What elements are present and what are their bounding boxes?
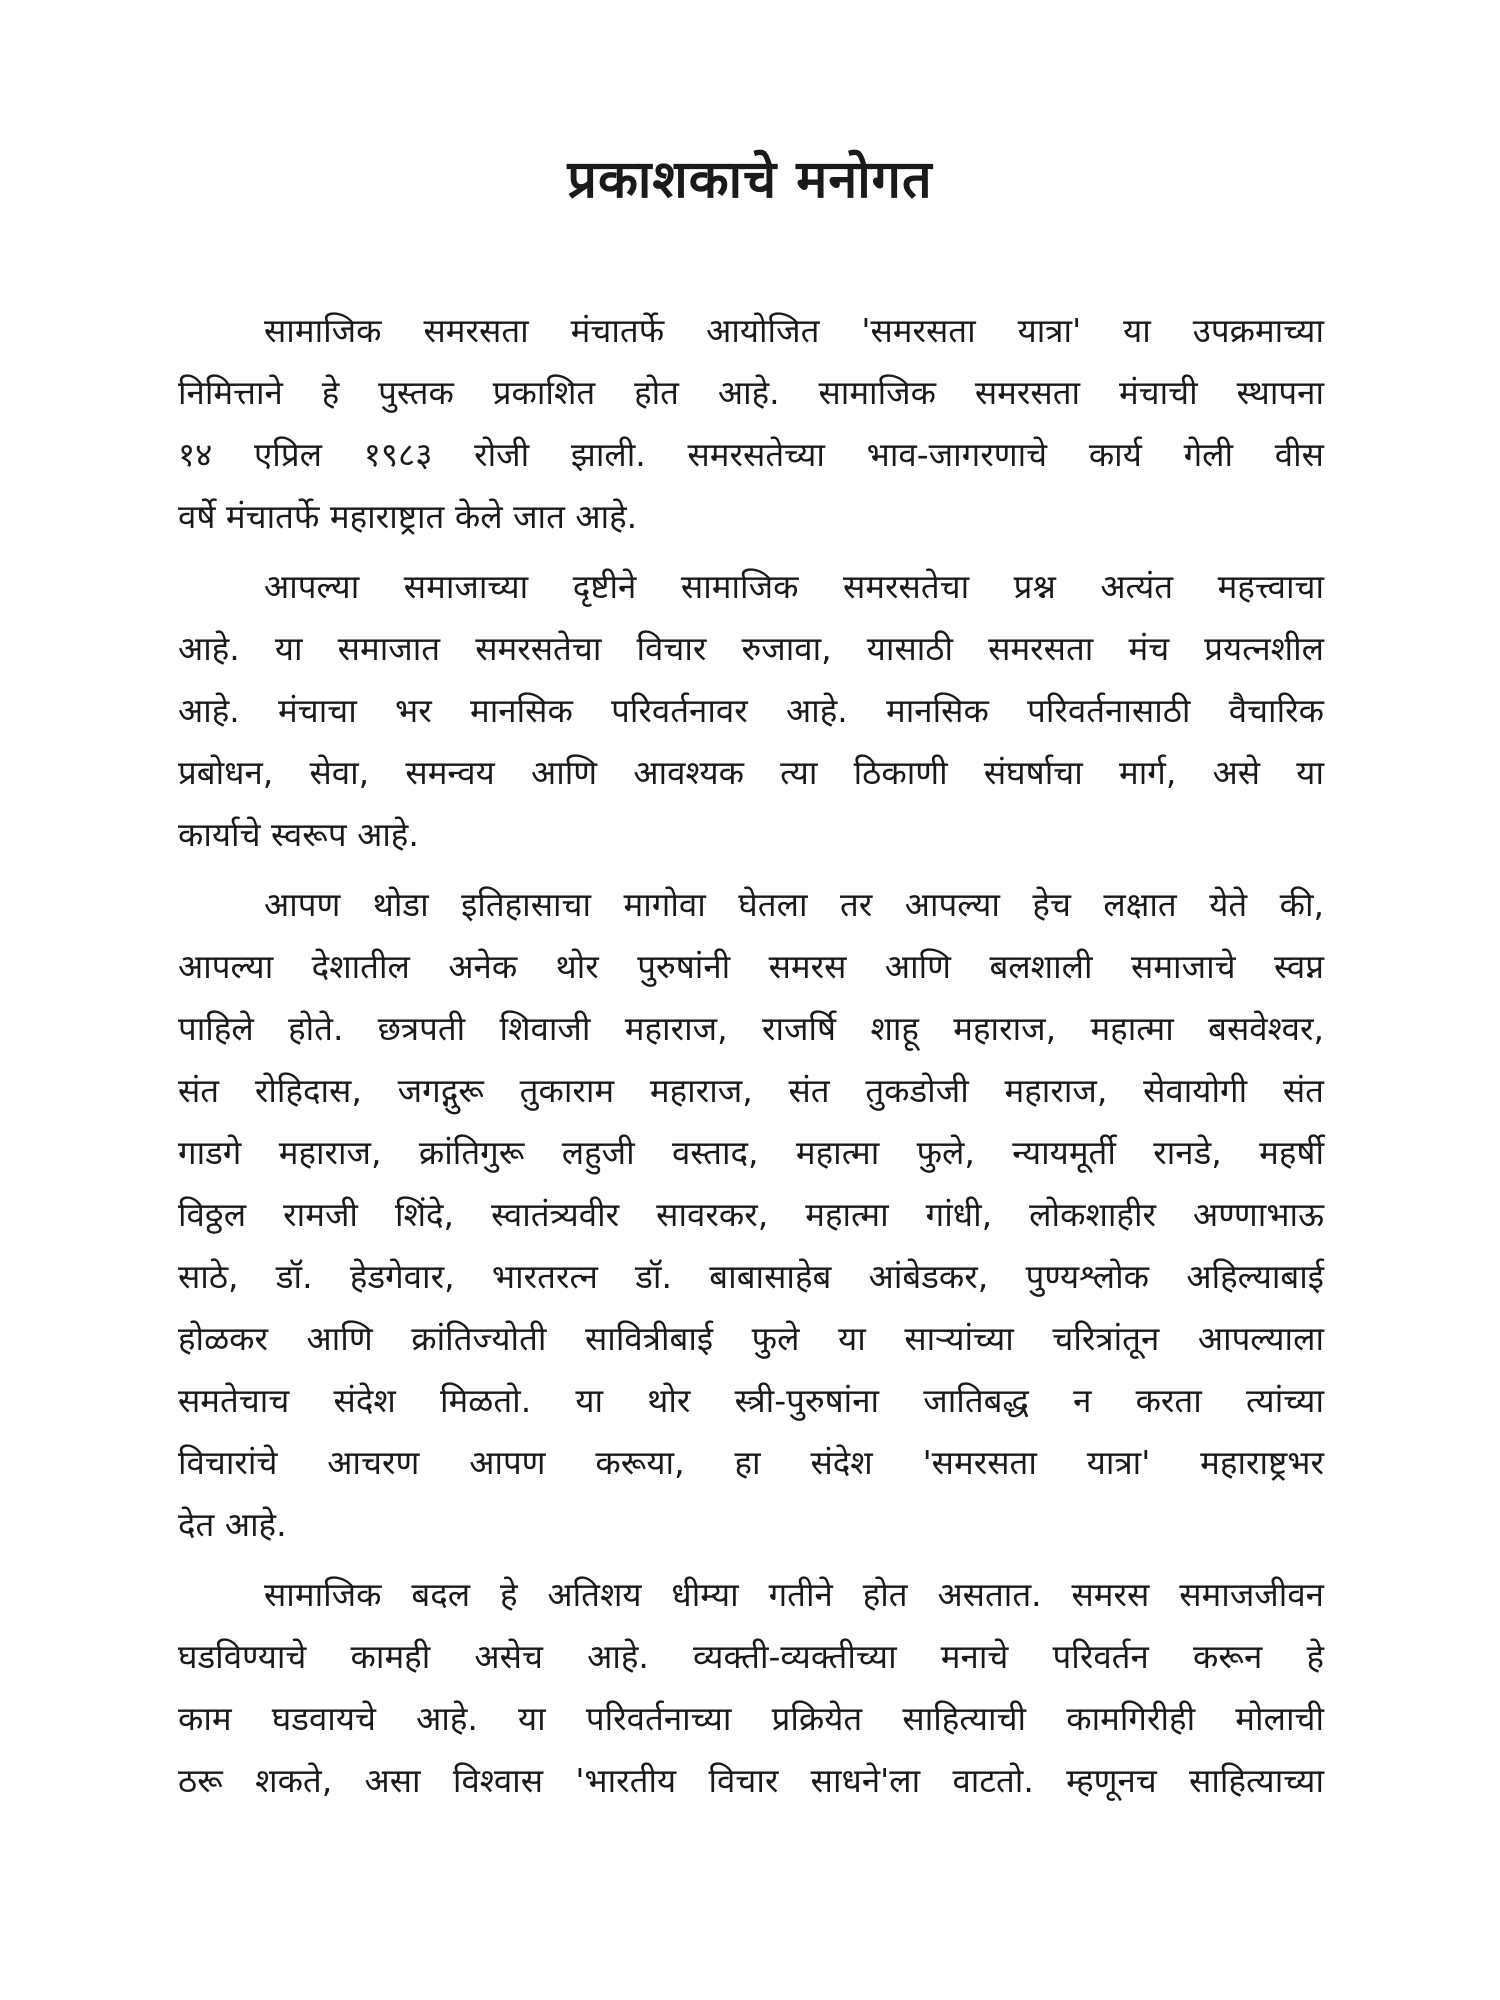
- text-line: आहे. मंचाचा भर मानसिक परिवर्तनावर आहे. मानसिक परिवर्तनासाठी वैचारिक: [178, 691, 1324, 730]
- paragraph-4: [178, 1564, 1324, 1812]
- text-line: घडविण्याचे कामही असेच आहे. व्यक्ती-व्यक्तीच्या मनाचे परिवर्तन करून हे: [178, 1637, 1324, 1676]
- text-line: देत आहे.: [178, 1505, 287, 1544]
- paragraph-3: [178, 874, 1324, 1556]
- text-line: कार्याचे स्वरूप आहे.: [178, 815, 419, 854]
- text-line: आपल्या देशातील अनेक थोर पुरुषांनी समरस आणि बलशाली समाजाचे स्वप्न: [178, 947, 1324, 986]
- text-line: आपल्या समाजाच्या दृष्टीने सामाजिक समरसतेचा प्रश्न अत्यंत महत्त्वाचा: [264, 567, 1324, 606]
- text-line: प्रबोधन, सेवा, समन्वय आणि आवश्यक त्या ठिकाणी संघर्षाचा मार्ग, असे या: [178, 753, 1324, 792]
- text-line: निमित्ताने हे पुस्तक प्रकाशित होत आहे. सामाजिक समरसता मंचाची स्थापना: [178, 373, 1324, 412]
- page-title: प्रकाशकाचे मनोगत: [567, 150, 933, 210]
- text-line: सामाजिक समरसता मंचातर्फे आयोजित 'समरसता यात्रा' या उपक्रमाच्या: [264, 311, 1324, 350]
- text-line: विठ्ठल रामजी शिंदे, स्वातंत्र्यवीर सावरकर, महात्मा गांधी, लोकशाहीर अण्णाभाऊ: [178, 1195, 1324, 1234]
- text-line: काम घडवायचे आहे. या परिवर्तनाच्या प्रक्रियेत साहित्याची कामगिरीही मोलाची: [178, 1699, 1324, 1738]
- text-line: पाहिले होते. छत्रपती शिवाजी महाराज, राजर्षि शाहू महाराज, महात्मा बसवेश्वर,: [178, 1009, 1324, 1048]
- text-line: वर्षे मंचातर्फे महाराष्ट्रात केले जात आहे.: [178, 497, 638, 536]
- text-line: १४ एप्रिल १९८३ रोजी झाली. समरसतेच्या भाव-जागरणाचे कार्य गेली वीस: [178, 435, 1324, 474]
- text-line: आपण थोडा इतिहासाचा मागोवा घेतला तर आपल्या हेच लक्षात येते की,: [264, 885, 1324, 924]
- text-line: गाडगे महाराज, क्रांतिगुरू लहुजी वस्ताद, महात्मा फुले, न्यायमूर्ती रानडे, महर्षी: [178, 1133, 1324, 1172]
- text-line: विचारांचे आचरण आपण करूया, हा संदेश 'समरसता यात्रा' महाराष्ट्रभर: [178, 1443, 1324, 1482]
- document-body: [178, 300, 1324, 1820]
- paragraph-2: [178, 556, 1324, 866]
- text-line: होळकर आणि क्रांतिज्योती सावित्रीबाई फुले या साऱ्यांच्या चरित्रांतून आपल्याला: [178, 1319, 1324, 1358]
- text-line: ठरू शकते, असा विश्वास 'भारतीय विचार साधने'ला वाटतो. म्हणूनच साहित्याच्या: [178, 1761, 1324, 1800]
- text-line: समतेचाच संदेश मिळतो. या थोर स्त्री-पुरुषांना जातिबद्ध न करता त्यांच्या: [178, 1381, 1324, 1420]
- text-line: सामाजिक बदल हे अतिशय धीम्या गतीने होत असतात. समरस समाजजीवन: [264, 1575, 1324, 1614]
- text-line: आहे. या समाजात समरसतेचा विचार रुजावा, यासाठी समरसता मंच प्रयत्नशील: [178, 629, 1324, 668]
- text-line: साठे, डॉ. हेडगेवार, भारतरत्न डॉ. बाबासाहेब आंबेडकर, पुण्यश्लोक अहिल्याबाई: [178, 1257, 1324, 1296]
- text-line: संत रोहिदास, जगद्गुरू तुकाराम महाराज, संत तुकडोजी महाराज, सेवायोगी संत: [178, 1071, 1324, 1110]
- paragraph-1: [178, 300, 1324, 548]
